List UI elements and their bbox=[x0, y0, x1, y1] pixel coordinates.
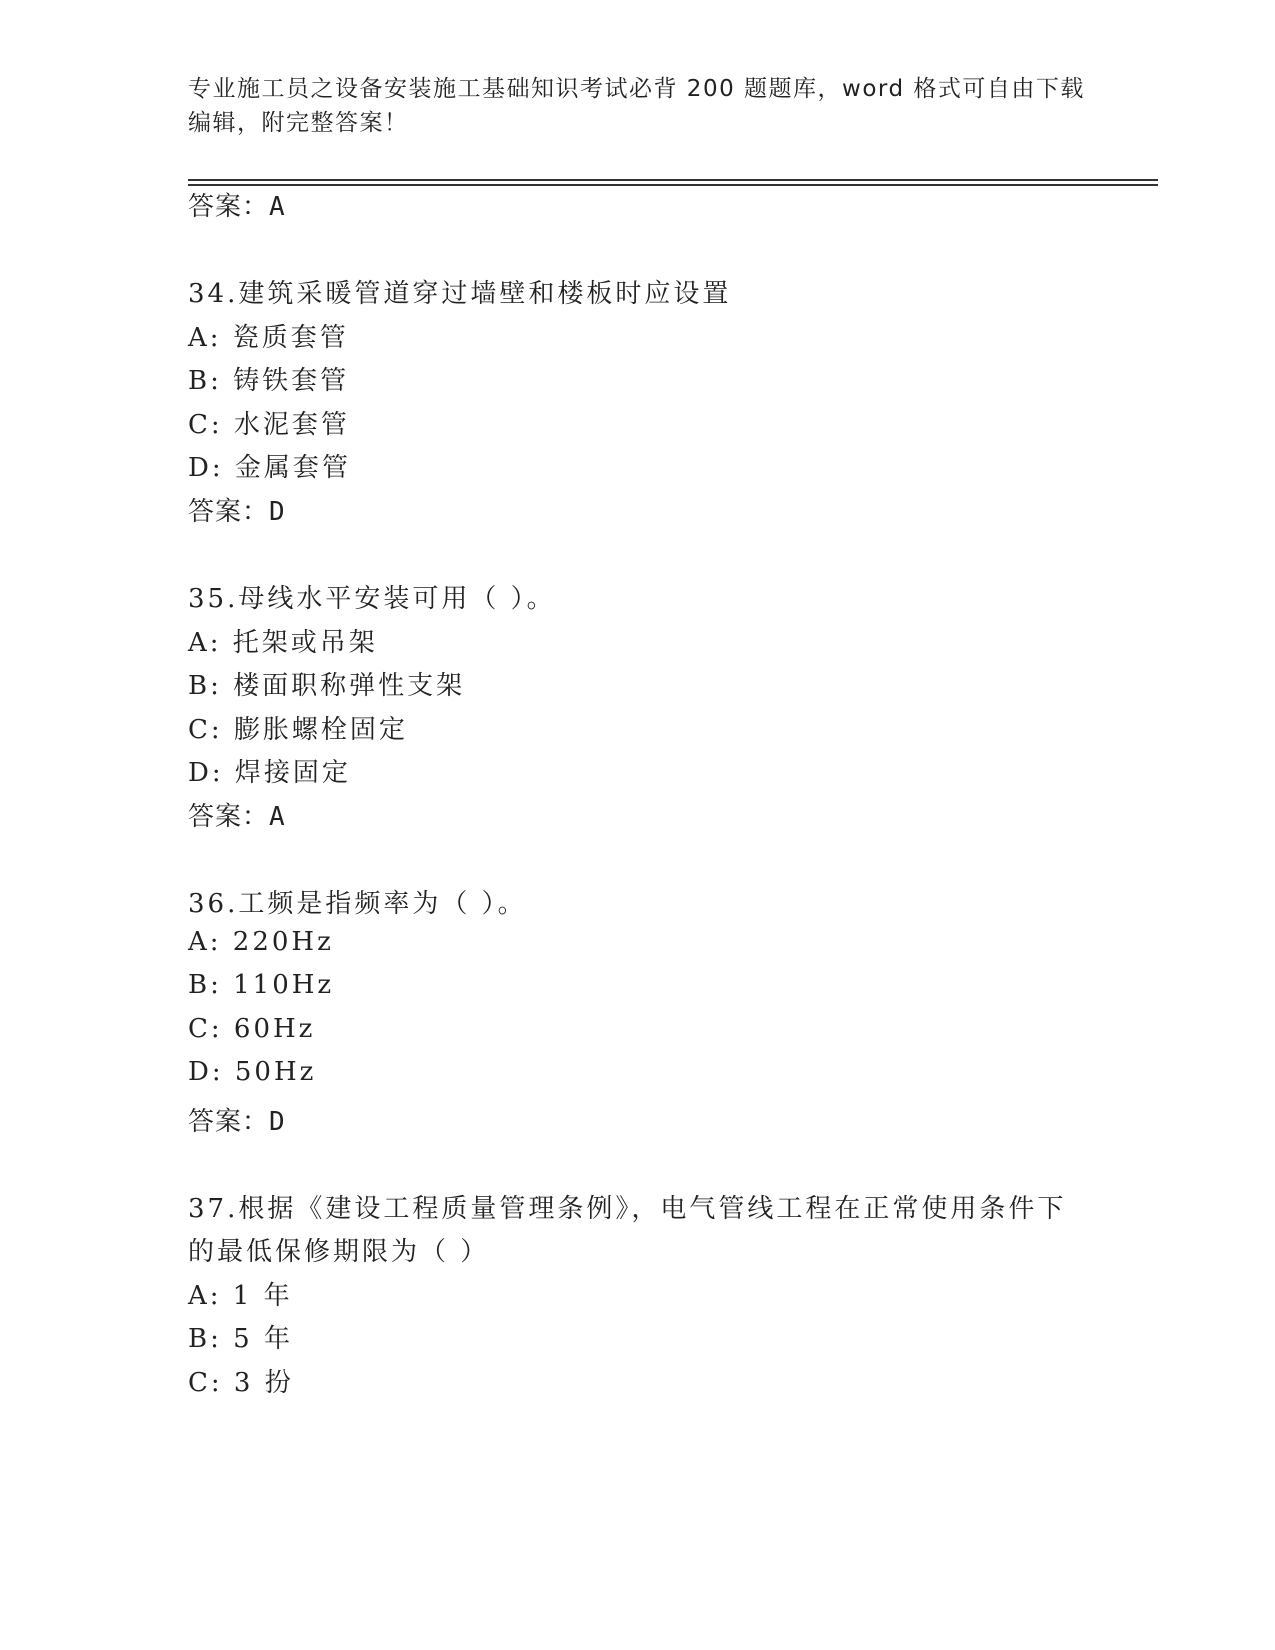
option-a: A: 1 年 bbox=[188, 1281, 293, 1311]
document-header bbox=[188, 72, 1088, 140]
question-stem: 36.工频是指频率为（ ）。 bbox=[188, 889, 527, 919]
question-stem: 34.建筑采暖管道穿过墙壁和楼板时应设置 bbox=[188, 279, 732, 309]
option-d: D: 金属套管 bbox=[188, 453, 351, 483]
answer-value: A bbox=[269, 802, 286, 832]
option-a: A: 瓷质套管 bbox=[188, 323, 349, 353]
option-d: D: 焊接固定 bbox=[188, 758, 351, 788]
question-stem-continued: 的最低保修期限为（ ） bbox=[188, 1237, 490, 1267]
option-c: C: 水泥套管 bbox=[188, 410, 350, 440]
answer-value: D bbox=[269, 1107, 286, 1137]
option-b: B: 110Hz bbox=[188, 970, 335, 1000]
option-a: A: 托架或吊架 bbox=[188, 628, 378, 658]
header-line-2: 编辑，附完整答案！ bbox=[188, 110, 409, 136]
answer-line bbox=[188, 491, 286, 528]
question-stem: 37.根据《建设工程质量管理条例》，电气管线工程在正常使用条件下 bbox=[188, 1194, 1067, 1224]
header-divider-top bbox=[188, 179, 1158, 181]
answer-line bbox=[188, 1101, 286, 1138]
answer-label: 答案： bbox=[188, 192, 270, 222]
option-d: D: 50Hz bbox=[188, 1057, 317, 1087]
answer-label: 答案： bbox=[188, 1107, 270, 1137]
question-stem: 35.母线水平安装可用（ ）。 bbox=[188, 584, 556, 614]
option-b: B: 铸铁套管 bbox=[188, 366, 350, 396]
header-line-1: 专业施工员之设备安装施工基础知识考试必背 200 题题库，word 格式可自由下载 bbox=[188, 76, 1085, 102]
answer-value: D bbox=[269, 497, 286, 527]
answer-line bbox=[188, 796, 286, 833]
option-a: A: 220Hz bbox=[188, 927, 334, 957]
answer-line bbox=[188, 186, 286, 223]
option-b: B: 楼面职称弹性支架 bbox=[188, 671, 466, 701]
header-divider-bottom bbox=[188, 184, 1158, 186]
option-c: C: 3 扮 bbox=[188, 1368, 294, 1398]
answer-label: 答案： bbox=[188, 802, 270, 832]
answer-value: A bbox=[269, 192, 286, 222]
option-c: C: 膨胀螺栓固定 bbox=[188, 715, 408, 745]
option-c: C: 60Hz bbox=[188, 1014, 316, 1044]
option-b: B: 5 年 bbox=[188, 1324, 293, 1354]
answer-label: 答案： bbox=[188, 497, 270, 527]
